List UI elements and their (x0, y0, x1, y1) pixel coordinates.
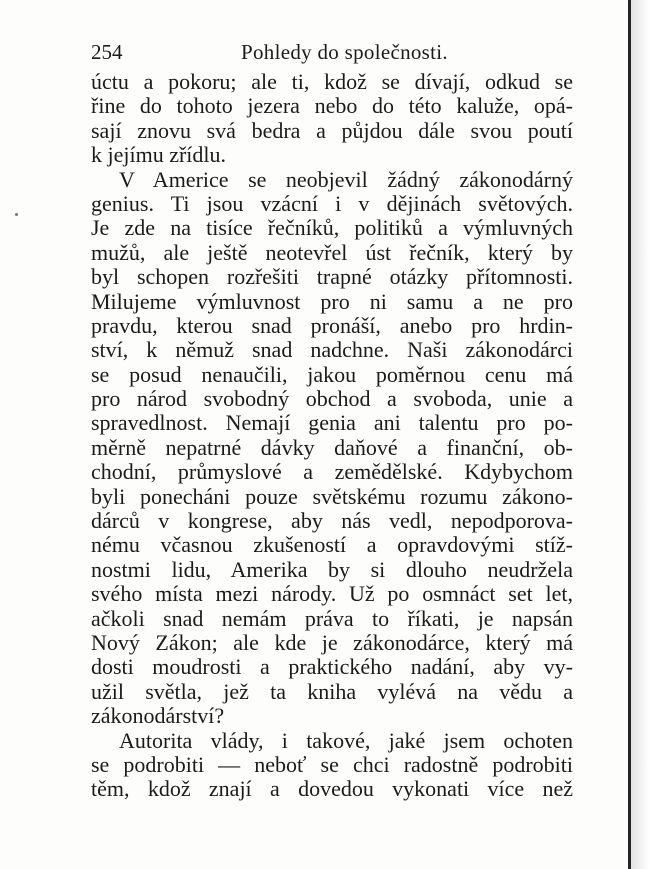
text-line: spravedlnost. Nemají genia ani talentu pro po- (91, 410, 573, 436)
text-line: sají znovu svá bedra a půjdou dále svou poutí (91, 117, 573, 143)
text-line: ačkoli snad nemám práva to říkati, je napsán (91, 605, 573, 631)
text-line: se posud nenaučili, jakou poměrnou cenu má (91, 361, 573, 387)
text-line: řine do tohoto jezera nebo do této kaluže, opá- (91, 93, 573, 119)
text-line: svého místa mezi národy. Už po osmnáct set let, (91, 581, 573, 607)
page-number: 254 (91, 40, 123, 64)
text-line: Nový Zákon; ale kde je zákonodárce, který má (91, 629, 573, 655)
text-line: byl schopen rozřešiti trapné otázky přítomnosti. (91, 264, 573, 290)
text-line: byli ponecháni pouze světskému rozumu zákono- (91, 483, 573, 509)
text-line: mužů, ale ještě neotevřel úst řečník, který by (91, 239, 573, 265)
text-line: Autorita vlády, i takové, jaké jsem ochoten (119, 727, 573, 753)
text-line: těm, kdož znají a dovedou vykonati více než (91, 776, 573, 802)
text-line: Milujeme výmluvnost pro ni samu a ne pro (91, 288, 573, 314)
text-line: ství, k němuž snad nadchne. Naši zákonodárci (91, 337, 573, 363)
text-line: genius. Ti jsou vzácní i v dějinách světových. (91, 190, 573, 216)
text-line: měrně nepatrné dávky daňové a finanční, ob- (91, 434, 573, 460)
text-line: pro národ svobodný obchod a svoboda, unie a (91, 386, 573, 412)
scan-speck (15, 213, 18, 216)
text-line: nostmi lidu, Amerika by si dlouho neudržela (91, 556, 573, 582)
text-line: Je zde na tisíce řečníků, politiků a výmluvných (91, 215, 573, 241)
running-title: Pohledy do společnosti. (241, 40, 448, 64)
text-line: dosti moudrosti a praktického nadání, aby vy- (91, 654, 573, 680)
page-header (91, 38, 573, 66)
text-line: V Americe se neobjevil žádný zákonodárný (119, 166, 573, 192)
binding-edge-shadow (631, 0, 649, 869)
text-line: pravdu, kterou snad pronáší, anebo pro hrdin- (91, 312, 573, 338)
text-line: nému včasnou zkušeností a opravdovými stíž- (91, 532, 573, 558)
text-line: chodní, průmyslové a zemědělské. Kdybychom (91, 459, 573, 485)
body-text (91, 70, 573, 802)
text-line: k jejímu zřídlu. (91, 142, 227, 168)
text-line: dárců v kongrese, aby nás vedl, nepodporova- (91, 508, 573, 534)
text-line: zákonodárství? (91, 703, 225, 729)
text-line: úctu a pokoru; ale ti, kdož se dívají, odkud se (91, 69, 573, 94)
text-line: užil světla, jež ta kniha vylévá na vědu a (91, 678, 573, 704)
text-line: se podrobiti — neboť se chci radostně podrobiti (91, 751, 573, 777)
